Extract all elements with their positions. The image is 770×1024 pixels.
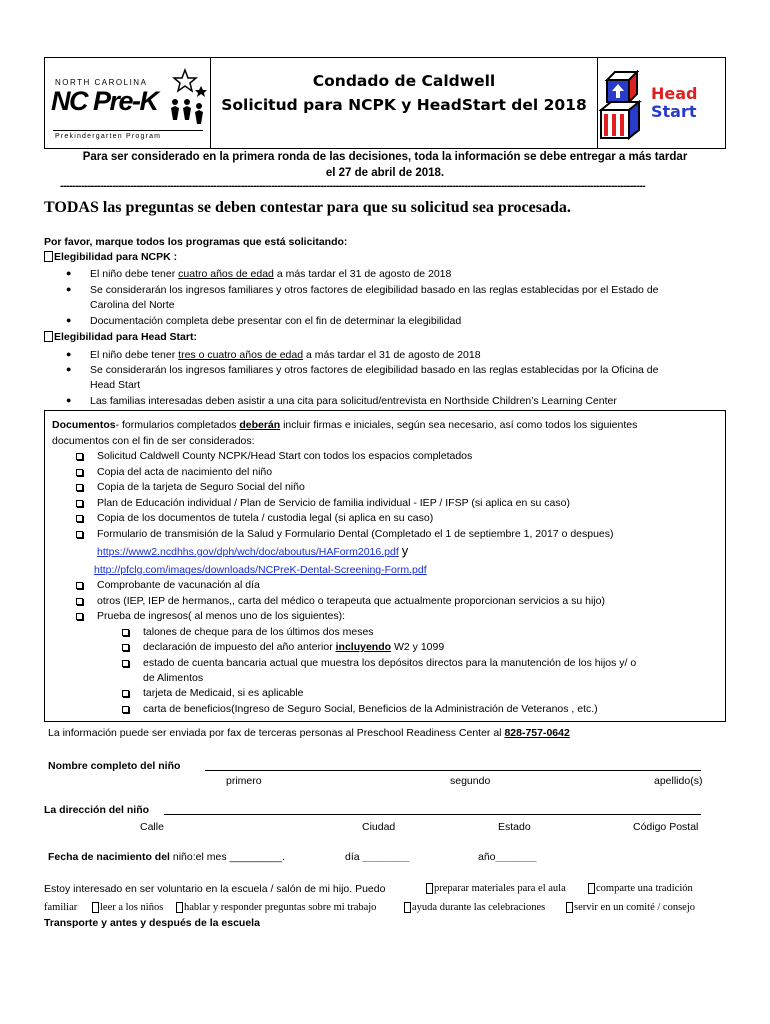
checkbox-icon xyxy=(122,660,129,667)
headstart-appointment-text: Las familias interesadas deben asistir a una cita para solicitud/entrevista en Northside Children’s Learning Center xyxy=(90,395,617,407)
volunteer-committee-label: servir en un comité / consejo xyxy=(574,902,696,913)
volunteer-read-checkbox[interactable] xyxy=(92,902,99,913)
address-label: La dirección del niño xyxy=(44,804,150,816)
doc-item: Copia del acta de nacimiento del niño xyxy=(97,466,273,478)
volunteer-familiar: familiar xyxy=(44,902,78,913)
income-proof-item: declaración de impuesto del año anterior incluyendo W2 y 1099 xyxy=(143,641,445,653)
ncpk-checkbox[interactable] xyxy=(44,251,53,262)
child-name-field[interactable] xyxy=(205,770,701,771)
stars-figures-icon xyxy=(163,68,209,128)
ncprek-logo xyxy=(45,58,211,148)
income-proof-item: talones de cheque para de los últimos dos meses xyxy=(143,626,374,638)
volunteer-celebrations-checkbox[interactable] xyxy=(404,902,411,913)
volunteer-read-label: leer a los niños xyxy=(100,902,164,913)
doc-item: otros (IEP, IEP de hermanos,, carta del médico o terapeuta que actualmente proporcionan servicios a su hijo) xyxy=(97,595,605,607)
county-title: Condado de Caldwell xyxy=(312,72,496,90)
header-table xyxy=(44,57,726,149)
checkbox-icon xyxy=(76,484,83,491)
checkbox-icon xyxy=(76,613,83,620)
health-form-link-row: https://www2.ncdhhs.gov/dph/wch/doc/aboutus/HAForm2016.pdf y xyxy=(97,543,409,558)
checkbox-icon xyxy=(76,582,83,589)
volunteer-prepare-checkbox[interactable] xyxy=(426,883,433,894)
zip-caption: Código Postal xyxy=(633,821,699,833)
income-proof-item: tarjeta de Medicaid, si es aplicable xyxy=(143,687,304,699)
volunteer-tradition-checkbox[interactable] xyxy=(588,883,595,894)
volunteer-prepare-label: preparar materiales para el aula xyxy=(434,883,566,894)
checkbox-icon xyxy=(122,644,129,651)
checkbox-icon xyxy=(122,690,129,697)
ncpk-income-text-1: Se considerarán los ingresos familiares y otros factores de elegibilidad basado en las reglas establecidas por el Estado de xyxy=(90,284,659,296)
last-name-caption: apellido(s) xyxy=(654,775,703,787)
header-title-cell xyxy=(211,58,598,148)
headstart-income-text-2: Head Start xyxy=(90,379,141,391)
fax-info: La información puede ser enviada por fax de terceras personas al Preschool Readiness Center al 828-757-0642 xyxy=(48,727,570,739)
volunteer-talk-checkbox[interactable] xyxy=(176,902,183,913)
logo-sub-text: Prekindergarten Program xyxy=(55,133,162,140)
doc-item: Prueba de ingresos( al menos uno de los siguientes): xyxy=(97,610,346,622)
income-proof-item: carta de beneficios(Ingreso de Seguro Social, Beneficios de la Administración de Veteranos , etc.) xyxy=(143,703,598,715)
doc-item: Copia de la tarjeta de Seguro Social del niño xyxy=(97,481,305,493)
headstart-logo xyxy=(599,62,725,144)
dob-month-field[interactable]: _________ xyxy=(229,851,283,863)
volunteer-celebrations-label: ayuda durante las celebraciones xyxy=(412,902,546,913)
doc-item: Plan de Educación individual / Plan de Servicio de familia individual - IEP / IFSP (si aplica en su caso) xyxy=(97,497,570,509)
checkbox-icon xyxy=(76,598,83,605)
bullet-icon: ● xyxy=(66,268,72,278)
middle-name-caption: segundo xyxy=(450,775,491,787)
income-proof-item: estado de cuenta bancaria actual que muestra los depósitos directos para la manutención de los hijos y/ o xyxy=(143,657,637,669)
doc-item: Copia de los documentos de tutela / custodia legal (si aplica en su caso) xyxy=(97,512,434,524)
logo-main-text: NC Pre-K xyxy=(51,86,158,116)
dashed-separator: ----------------------------------------------------------------------------------------------------------------------------------------------------------------------------------------------- xyxy=(60,180,646,192)
bullet-icon: ● xyxy=(66,284,72,294)
documents-lead-1: Documentos- formularios completados deberán incluir firmas e iniciales, según sea necesario, así como todos los siguientes xyxy=(52,419,638,431)
checkbox-icon xyxy=(122,629,129,636)
checkbox-icon xyxy=(76,500,83,507)
dob-day-field[interactable]: ________ xyxy=(362,851,410,863)
headstart-age-text: El niño debe tener tres o cuatro años de edad a más tardar el 31 de agosto de 2018 xyxy=(90,349,481,361)
income-proof-item-cont: de Alimentos xyxy=(143,672,204,684)
doc-item: Solicitud Caldwell County NCPK/Head Start con todos los espacios completados xyxy=(97,450,473,462)
headstart-head-text: Head xyxy=(651,84,698,103)
logo-divider xyxy=(53,130,203,131)
dob-row: Fecha de nacimiento del niño:el mes _________. xyxy=(48,851,285,863)
logo-top-text: NORTH CAROLINA xyxy=(55,78,148,87)
health-form-link[interactable]: https://www2.ncdhhs.gov/dph/wch/doc/aboutus/HAForm2016.pdf xyxy=(97,546,399,558)
first-name-caption: primero xyxy=(226,775,262,787)
headstart-blocks-icon xyxy=(599,66,659,142)
dob-day: día ________ xyxy=(345,851,410,863)
programs-prompt: Por favor, marque todos los programas que está solicitando: xyxy=(44,236,348,248)
headstart-income-text-1: Se considerarán los ingresos familiares y otros factores de elegibilidad basado en las reglas establecidas por la Oficina de xyxy=(90,364,659,376)
transport-heading: Transporte y antes y después de la escuela xyxy=(44,917,260,929)
ncpk-label: Elegibilidad para NCPK : xyxy=(54,251,178,263)
checkbox-icon xyxy=(76,531,83,538)
headstart-label: Elegibilidad para Head Start: xyxy=(54,331,197,343)
ncpk-income-text-2: Carolina del Norte xyxy=(90,299,175,311)
volunteer-committee-checkbox[interactable] xyxy=(566,902,573,913)
checkbox-icon xyxy=(122,706,129,713)
application-title: Solicitud para NCPK y HeadStart del 2018 xyxy=(221,96,587,114)
volunteer-talk-label: hablar y responder preguntas sobre mi trabajo xyxy=(184,902,377,913)
doc-item: Comprobante de vacunación al día xyxy=(97,579,260,591)
ncpk-age-text: El niño debe tener cuatro años de edad a más tardar el 31 de agosto de 2018 xyxy=(90,268,452,280)
bullet-icon: ● xyxy=(66,364,72,374)
deadline-notice-1: Para ser considerado en la primera ronda de las decisiones, toda la información se debe entregar a más tardar xyxy=(82,151,688,163)
child-name-label: Nombre completo del niño xyxy=(48,760,181,772)
street-caption: Calle xyxy=(140,821,164,833)
ncpk-docs-text: Documentación completa debe presentar con el fin de determinar la elegibilidad xyxy=(90,315,462,327)
deadline-notice-2: el 27 de abril de 2018. xyxy=(325,167,445,179)
volunteer-lead: Estoy interesado en ser voluntario en la escuela / salón de mi hijo. Puedo xyxy=(44,883,386,895)
doc-item: Formulario de transmisión de la Salud y Formulario Dental (Completado el 1 de septiembre 1, 2017 o despues) xyxy=(97,528,614,540)
checkbox-icon xyxy=(76,453,83,460)
headstart-start-text: Start xyxy=(651,102,697,121)
checkbox-icon xyxy=(76,469,83,476)
bullet-icon: ● xyxy=(66,315,72,325)
bullet-icon: ● xyxy=(66,395,72,405)
checkbox-icon xyxy=(76,515,83,522)
bullet-icon: ● xyxy=(66,349,72,359)
dob-year: año_______ xyxy=(478,851,537,863)
city-caption: Ciudad xyxy=(362,821,396,833)
documents-lead-2: documentos con el fin de ser considerados: xyxy=(52,435,255,447)
dob-year-field[interactable]: _______ xyxy=(495,851,537,863)
volunteer-tradition-label: comparte una tradición xyxy=(596,883,693,894)
address-field[interactable] xyxy=(164,814,701,815)
headstart-checkbox[interactable] xyxy=(44,331,53,342)
state-caption: Estado xyxy=(498,821,531,833)
all-questions-heading: TODAS las preguntas se deben contestar para que su solicitud sea procesada. xyxy=(44,199,571,216)
dental-form-link[interactable]: http://pfclg.com/images/downloads/NCPreK-Dental-Screening-Form.pdf xyxy=(94,564,427,576)
